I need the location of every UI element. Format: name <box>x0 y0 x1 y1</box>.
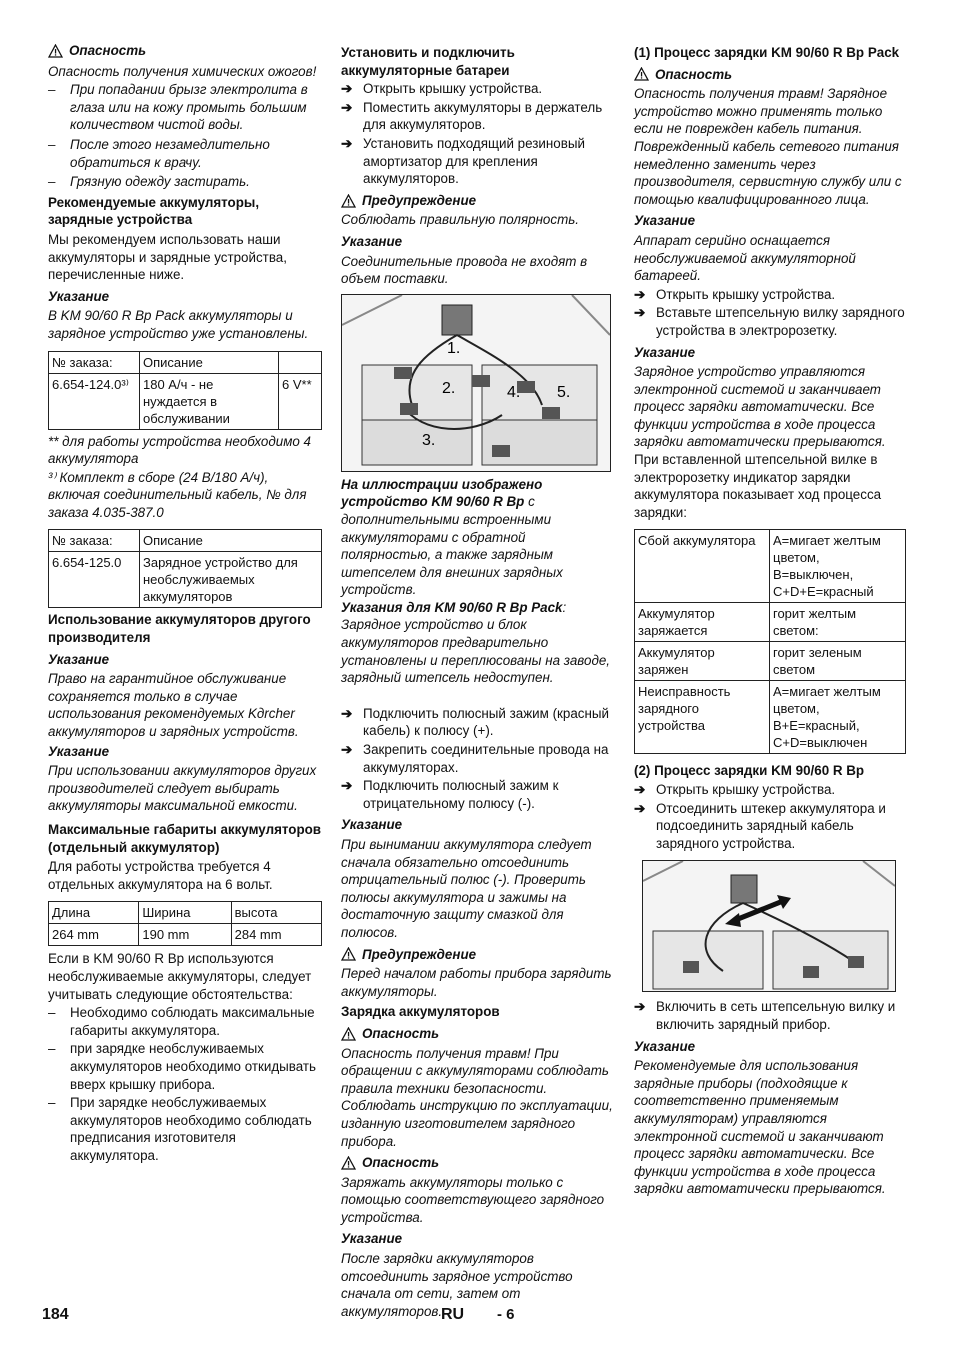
language-code: RU <box>441 1306 465 1323</box>
danger-heading: Опасность <box>634 66 908 84</box>
arrow-icon: ➔ <box>341 778 353 794</box>
warning-icon <box>634 67 649 81</box>
paragraph: Мы рекомендуем использовать наши аккумуляторы и зарядные устройства, перечисленные ниже. <box>48 231 287 283</box>
step-item: ➔ Подключить полюсный зажим к отрицательному полюсу (-). <box>341 778 559 811</box>
arrow-icon: ➔ <box>634 800 646 816</box>
battery-wiring-illustration <box>342 295 610 471</box>
table-row: Неисправность зарядного устройства A=мигает желтым цветом, B+E=красный, C+D=выключен <box>635 681 906 754</box>
paragraph: Для работы устройства требуется 4 отдельных аккумулятора на 6 вольт. <box>48 859 273 892</box>
note-title: Указание <box>341 233 403 249</box>
section-heading: (1) Процесс зарядки KM 90/60 R Bp Pack <box>634 45 900 60</box>
step-item: ➔ Закрепить соединительные провода на аккумуляторах. <box>341 742 609 775</box>
dimensions-table: Длина Ширина высота 264 mm 190 mm 284 mm <box>48 901 322 946</box>
footnote: ³⁾ Комплект в сборе (24 В/180 А/ч), включая соединительный кабель, № для заказа 4.035-387.0 <box>48 469 307 520</box>
table-row: Сбой аккумулятора A=мигает желтым цветом, B=выключен, C+D+E=красный <box>635 530 906 603</box>
charger-table: № заказа: Описание 6.654-125.0 Зарядное устройство для необслуживаемых аккумуляторов <box>48 529 322 608</box>
note-title: Указание <box>48 743 110 759</box>
note-text: Аппарат серийно оснащается необслуживаемой аккумуляторной батареей. <box>634 232 856 284</box>
note-text: В KM 90/60 R Bp Pack аккумуляторы и зарядное устройство уже установлены. <box>48 308 309 341</box>
page-number: 184 <box>42 1306 69 1323</box>
step-item: ➔ Отсоединить штекер аккумулятора и подсоединить зарядный кабель зарядного устройства. <box>634 800 886 851</box>
column-3 <box>634 42 908 1198</box>
table-row: Аккумулятор заряжается горит желтым светом: <box>635 603 906 642</box>
arrow-icon: ➔ <box>341 705 353 721</box>
note-text: Соединительные провода не входят в объем поставки. <box>341 253 588 287</box>
warning-heading: Предупреждение <box>341 192 613 210</box>
section-heading: (2) Процесс зарядки KM 90/60 R Bp <box>634 763 865 779</box>
note-title: Указание <box>341 1231 403 1247</box>
list-item: – При попадании брызг электролита в глаза или на кожу промыть большим количеством чистой воды. <box>48 82 308 133</box>
step-item: ➔ Поместить аккумуляторы в держатель для аккумуляторов. <box>341 99 603 133</box>
warning-text: Соблюдать правильную полярность. <box>341 212 579 228</box>
section-heading: Установить и подключить аккумуляторные батареи <box>341 45 515 78</box>
danger-heading <box>48 42 322 60</box>
step-item: ➔ Вставьте штепсельную вилку зарядного устройства в электророзетку. <box>634 305 905 338</box>
warning-icon <box>341 194 356 208</box>
charge-indicator-table <box>634 529 906 754</box>
section-heading: Максимальные габариты аккумуляторов (отдельный аккумулятор) <box>48 822 322 855</box>
warning-icon <box>341 1027 356 1041</box>
step-item: ➔ Включить в сеть штепсельную вилку и включить зарядный прибор. <box>634 999 896 1032</box>
figure-caption: Указания для KM 90/60 R Bp Pack: Зарядное устройство и блок аккумуляторов предварительно установлены и переплюсованы на заводе, зарядный штепсель недоступен. <box>341 599 611 686</box>
figure-label: 4. <box>507 383 521 401</box>
arrow-icon: ➔ <box>341 99 353 115</box>
footnote: ** для работы устройства необходимо 4 аккумулятора <box>48 433 312 467</box>
danger-heading: Опасность <box>341 1154 613 1172</box>
danger-text: Опасность получения травм! При обращении с аккумуляторами соблюдать правила техники безопасности. Соблюдать инструкцию по эксплуатации, изданную изготовителем зарядного прибора. <box>341 1045 613 1149</box>
warning-icon <box>341 1156 356 1170</box>
figure-label: 1. <box>447 339 461 357</box>
arrow-icon: ➔ <box>634 286 646 302</box>
list-item: – Необходимо соблюдать максимальные габариты аккумулятора. <box>48 1005 315 1038</box>
step-item: ➔ Установить подходящий резиновый амортизатор для крепления аккумуляторов. <box>341 135 585 187</box>
section-heading: Зарядка аккумуляторов <box>341 1004 500 1020</box>
step-item: ➔ Открыть крышку устройства. <box>634 782 836 798</box>
note-text: При использовании аккумуляторов других производителей следует выбирать аккумуляторы максимальной емкости. <box>48 763 317 814</box>
figure-caption: На иллюстрации изображено устройство KM 90/60 R Bp с дополнительными встроенными аккумуляторами с обратной полярностью, а также зарядным штепселем для внешних зарядных устройств. <box>341 476 563 598</box>
sub-page-number: - 6 <box>497 1306 515 1323</box>
paragraph: Если в KM 90/60 R Bp используются необслуживаемые аккумуляторы, следует учитывать следующие обстоятельства: <box>48 951 312 1002</box>
note-title: Указание <box>341 817 403 833</box>
figure-label: 2. <box>442 379 456 397</box>
column-2 <box>341 42 613 1320</box>
warning-heading: Предупреждение <box>341 946 613 964</box>
note-title: Указание <box>48 288 110 304</box>
arrow-icon: ➔ <box>341 81 353 97</box>
note-title: Указание <box>634 1038 696 1054</box>
note-text: При вынимании аккумулятора следует сначала обязательно отсоединить отрицательный полюс (-). Проверить полюсы аккумулятора и зажимы на достаточную защиту смазкой для полюсов. <box>341 837 592 940</box>
section-heading: Рекомендуемые аккумуляторы, зарядные устройства <box>48 194 260 228</box>
table-row: Аккумулятор заряжен горит зеленым светом <box>635 642 906 681</box>
note-title: Указание <box>634 213 696 229</box>
danger-text: Опасность получения химических ожогов! <box>48 63 317 79</box>
column-1 <box>48 42 322 1165</box>
list-item: – После этого незамедлительно обратиться к врачу. <box>48 136 270 170</box>
arrow-icon: ➔ <box>341 742 353 758</box>
arrow-icon: ➔ <box>634 999 646 1015</box>
charger-connection-illustration <box>643 861 895 991</box>
battery-table: № заказа: Описание 6.654-124.0³⁾ 180 А/ч - не нуждается в обслуживании 6 V** <box>48 351 322 430</box>
list-item: – Грязную одежду застирать. <box>48 174 250 190</box>
danger-text: Опасность получения травм! Зарядное устройство можно применять только если не поврежден кабель питания. Поврежденный кабель сетевого питания немедленно заменить через производителя, сервистную службу или с помощью квалифицированного лица. <box>634 86 902 207</box>
arrow-icon: ➔ <box>634 782 646 798</box>
figure-label: 3. <box>422 431 436 449</box>
battery-wiring-figure <box>341 294 611 472</box>
warning-text: Перед началом работы прибора зарядить аккумуляторы. <box>341 966 612 999</box>
charger-connection-figure <box>642 860 896 992</box>
note-text: Зарядное устройство управляются электронной системой и заканчивает процесс зарядки автоматически. Все функции устройства в ходе процесса зарядки автоматически прерываются. <box>634 364 886 450</box>
danger-text: Заряжать аккумуляторы только с помощью соответствующего зарядного устройства. <box>341 1174 605 1225</box>
warning-icon <box>341 947 356 961</box>
step-item: ➔ Открыть крышку устройства. <box>634 286 836 302</box>
danger-title: Опасность <box>69 43 147 58</box>
warning-icon <box>48 44 63 58</box>
note-text: Рекомендуемые для использования зарядные приборы (подходящие к соответственно применяемым аккумуляторам) управляются электронной системой и заканчивают процесс зарядки автоматически. Все функции устройства в ходе процесса зарядки автоматически прерываются. <box>634 1058 886 1197</box>
arrow-icon: ➔ <box>341 135 353 151</box>
note-title: Указание <box>48 651 110 667</box>
step-item: ➔ Открыть крышку устройства. <box>341 81 543 97</box>
note-text: После зарядки аккумуляторов отсоединить зарядное устройство сначала от сети, затем от аккумуляторов. <box>341 1251 573 1319</box>
list-item: – при зарядке необслуживаемых аккумуляторов необходимо откидывать вверх крышку прибора. <box>48 1041 317 1092</box>
step-item: ➔ Подключить полюсный зажим (красный кабель) к полюсу (+). <box>341 705 609 739</box>
danger-heading: Опасность <box>341 1025 613 1043</box>
section-heading: Использование аккумуляторов другого производителя <box>48 612 311 646</box>
list-item: – При зарядке необслуживаемых аккумуляторов необходимо соблюдать предписания изготовителя аккумулятора. <box>48 1095 312 1163</box>
figure-label: 5. <box>557 383 571 401</box>
arrow-icon: ➔ <box>634 305 646 321</box>
paragraph: При вставленной штепсельной вилке в электророзетку индикатор зарядки аккумулятора показывает ход процесса зарядки: <box>634 452 882 520</box>
note-text: Право на гарантийное обслуживание сохраняется только в случае использования рекомендуемых Kдrcher аккумуляторов и зарядных устройств. <box>48 671 299 740</box>
note-title: Указание <box>634 344 696 360</box>
